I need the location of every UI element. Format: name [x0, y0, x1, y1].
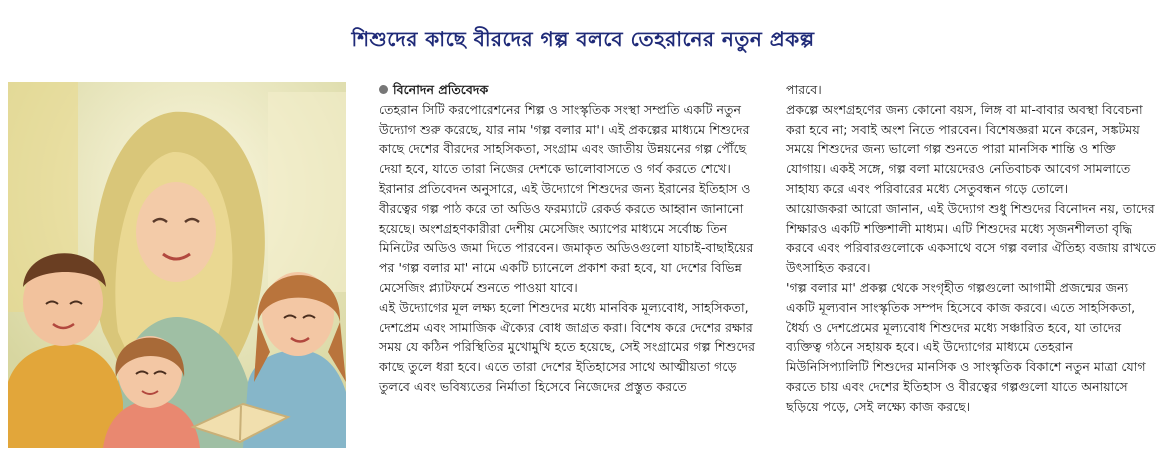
byline-text: বিনোদন প্রতিবেদক: [393, 82, 489, 97]
paragraph: আয়োজকরা আরো জানান, এই উদ্যোগ শুধু শিশুদের বিনোদন নয়, তাদের শিক্ষারও একটি শক্তিশালী মাধ্যম। এটি শিশুদের মধ্যে সৃজনশীলতা বৃদ্ধি করবে এবং পরিবারগুলোকে একসাথে বসে গল্প বলার ঐতিহ্য বজায় রাখতে উৎসাহিত করবে।: [786, 200, 1156, 276]
byline: [379, 80, 769, 100]
paragraph: 'গল্প বলার মা' প্রকল্প থেকে সংগৃহীত গল্পগুলো আগামী প্রজন্মের জন্য একটি মূল্যবান সাংস্কৃতিক সম্পদ হিসেবে কাজ করবে। এতে সাহসিকতা, ধৈর্য্য ও দেশপ্রেমের মূল্যবোধ শিশুদের মধ্যে সঞ্চারিত হবে, যা তাদের ব্যক্তিত্ব গঠনে সহায়ক হবে। এই উদ্যোগের মাধ্যমে তেহরান মিউনিসিপ্যালিটি শিশুদের মানসিক ও সাংস্কৃতিক বিকাশে নতুন মাত্রা যোগ করতে চায় এবং দেশের ইতিহাস ও বীরত্বের গল্পগুলো যাতে অনায়াসে ছড়িয়ে পড়ে, সেই লক্ষ্যে কাজ করছে।: [786, 279, 1146, 414]
article-column-2: [786, 80, 1158, 417]
illustration-mother-children: [8, 82, 346, 448]
paragraph: প্রকল্পে অংশগ্রহণের জন্য কোনো বয়স, লিঙ্গ বা মা-বাবার অবস্থা বিবেচনা করা হবে না; সবাই অংশ নিতে পারবেন। বিশেষজ্ঞরা মনে করেন, সঙ্কটময় সময়ে শিশুদের জন্য ভালো গল্প শুনতে পারা মানসিক শান্তি ও শক্তি যোগায়। একই সঙ্গে, গল্প বলা মায়েদেরও নেতিবাচক আবেগ সামলাতে সাহায্য করে এবং পরিবারের মধ্যে সেতুবন্ধন গড়ে তোলে।: [786, 101, 1143, 196]
paragraph: পারবে।: [786, 82, 822, 97]
paragraph: এই উদ্যোগের মূল লক্ষ্য হলো শিশুদের মধ্যে মানবিক মূল্যবোধ, সাহসিকতা, দেশপ্রেম এবং সামাজিক ঐক্যের বোধ জাগ্রত করা। বিশেষ করে দেশের রক্ষার সময় যে কঠিন পরিস্থিতির মুখোমুখি হতে হয়েছে, সেই সংগ্রামের গল্প শিশুদের কাছে তুলে ধরা হবে। এতে তারা দেশের ইতিহাসের সাথে আত্মীয়তা গড়ে তুলবে এবং ভবিষ্যতের নির্মাতা হিসেবে নিজেদের প্রস্তুত করতে: [379, 299, 756, 394]
article-photo: [8, 82, 346, 448]
bullet-dot-icon: [379, 85, 388, 94]
paragraph: ইরানার প্রতিবেদন অনুসারে, এই উদ্যোগে শিশুদের জন্য ইরানের ইতিহাস ও বীরত্বের গল্প পাঠ করে তা অডিও ফরম্যাটে রেকর্ড করতে আহ্বান জানানো হয়েছে। অংশগ্রহণকারীরা দেশীয় মেসেজিং অ্যাপের মাধ্যমে সর্বোচ্চ তিন মিনিটের অডিও জমা দিতে পারবেন। জমাকৃত অডিওগুলো যাচাই-বাছাইয়ের পর 'গল্প বলার মা' নামে একটি চ্যানেলে প্রকাশ করা হবে, যা দেশের বিভিন্ন মেসেজিং প্ল্যাটফর্মে শুনতে পাওয়া যাবে।: [379, 180, 754, 295]
article-column-1: [379, 80, 769, 397]
headline: শিশুদের কাছে বীরদের গল্প বলবে তেহরানের নতুন প্রকল্প: [351, 27, 815, 51]
paragraph: তেহরান সিটি করপোরেশনের শিল্প ও সাংস্কৃতিক সংস্থা সম্প্রতি একটি নতুন উদ্যোগ শুরু করেছে, যার নাম 'গল্প বলার মা'। এই প্রকল্পের মাধ্যমে শিশুদের কাছে দেশের বীরদের সাহসিকতা, সংগ্রাম এবং জাতীয় উন্নয়নের গল্প পৌঁছে দেয়া হবে, যাতে তারা নিজের দেশকে ভালোবাসতে ও গর্ব করতে শেখে।: [379, 101, 750, 177]
